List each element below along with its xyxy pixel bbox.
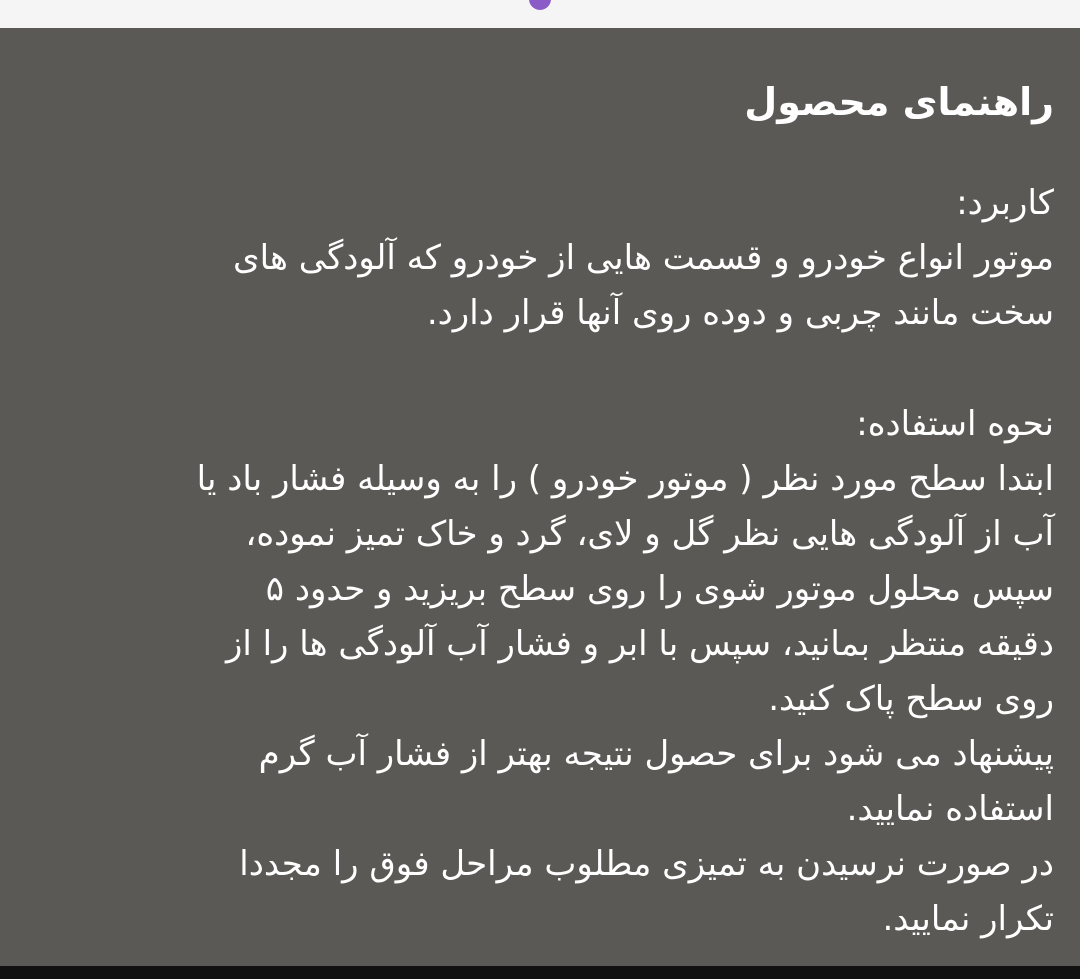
how-to-use-section: [34, 397, 1054, 947]
page-title: راهنمای محصول: [744, 80, 1054, 124]
how-to-use-text: ابتدا سطح مورد نظر ( موتور خودرو ) را به وسیله فشار باد یا آب از آلودگی هایی نظر گل و لای، گرد و خاک تمیز نموده، سپس محلول موتور شوی را روی سطح بریزید و حدود ۵ دقیقه منتظر بمانید، سپس با ابر و فشار آب آلودگی ها را از روی سطح پاک کنید. پیشنهاد می شود برای حصول نتیجه بهتر از فشار آب گرم استفاده نمایید. در صورت نرسیدن به تمیزی مطلوب مراحل فوق را مجددا تکرار نمایید.: [196, 459, 1054, 939]
indicator-dot-icon: [529, 0, 551, 10]
top-strip: [0, 0, 1080, 28]
usage-label: کاربرد:: [956, 183, 1054, 223]
usage-text: موتور انواع خودرو و قسمت هایی از خودرو که آلودگی های سخت مانند چربی و دوده روی آنها قرار دارد.: [233, 238, 1054, 333]
usage-section: [34, 176, 1054, 341]
how-to-use-label: نحوه استفاده:: [856, 404, 1054, 444]
bottom-strip: [0, 966, 1080, 979]
product-guide-panel: [0, 28, 1080, 966]
